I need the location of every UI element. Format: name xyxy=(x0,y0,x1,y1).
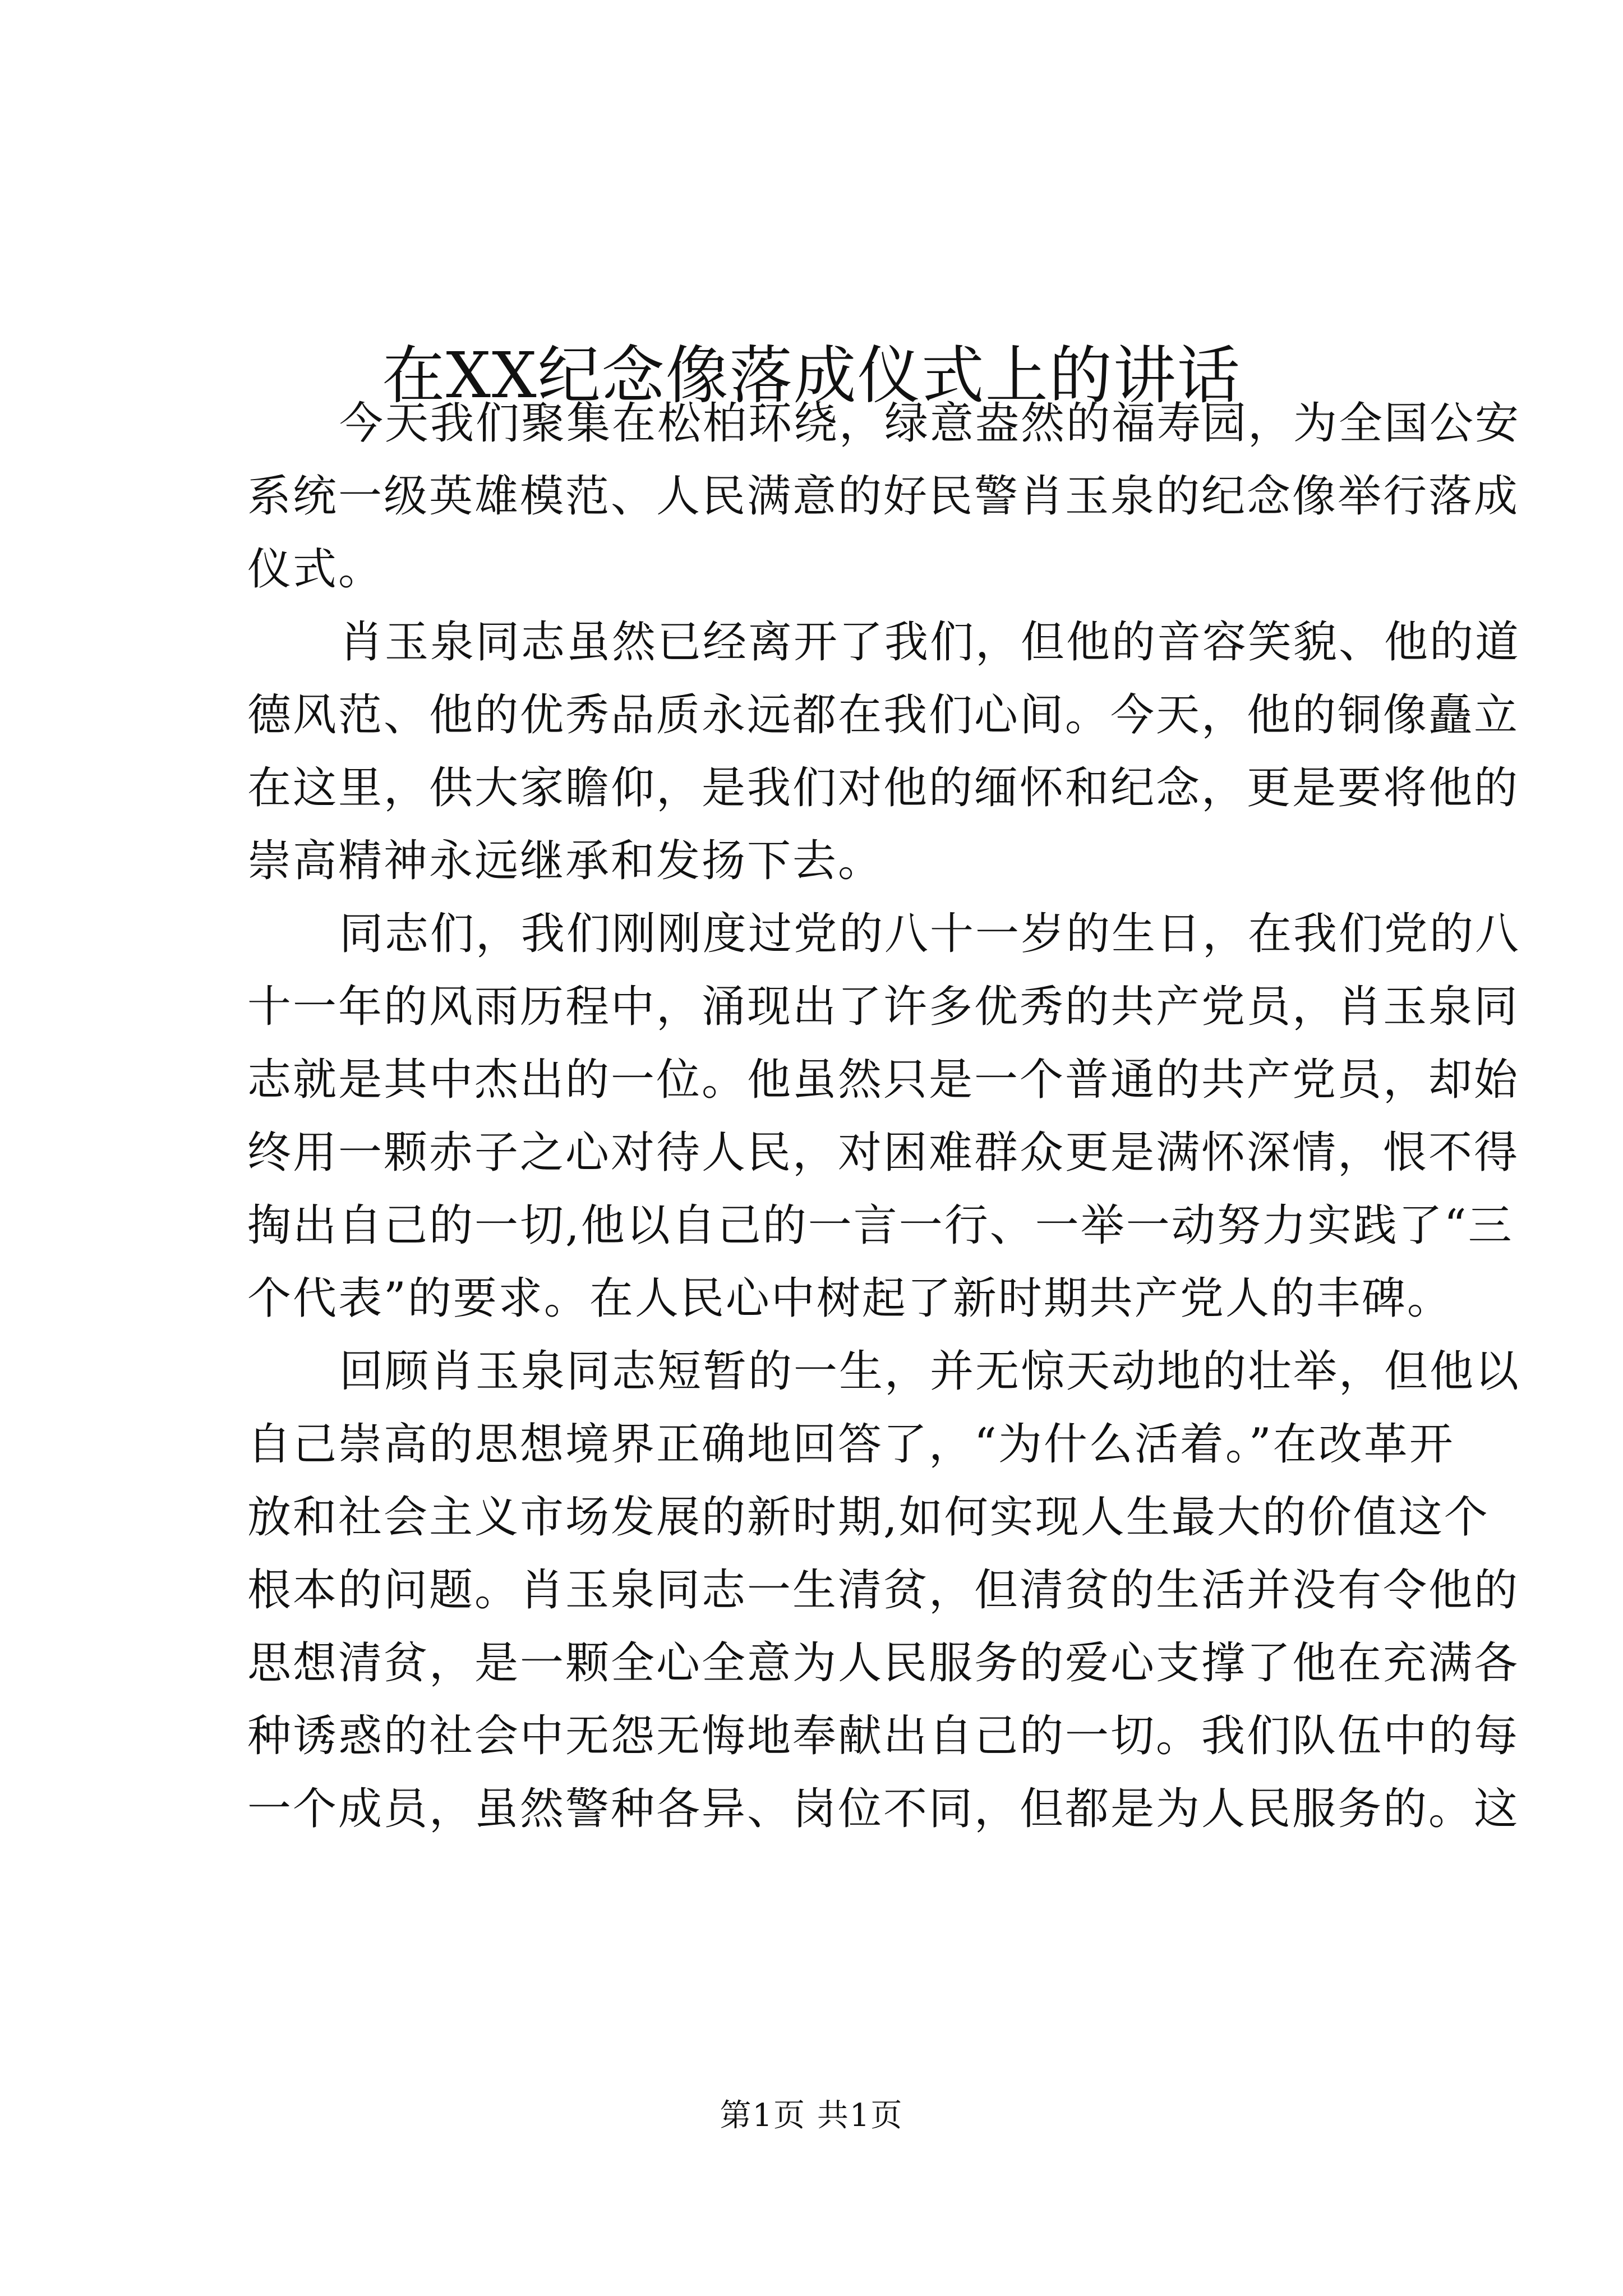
paragraph-2 xyxy=(247,606,1521,898)
text-line: 今天我们聚集在松柏环绕，绿意盎然的福寿园，为全国公安 xyxy=(339,398,1521,449)
text-line: 十一年的风雨历程中，涌现出了许多优秀的共产党员，肖玉泉同 xyxy=(247,982,1520,1032)
text-line: 崇高精神永远继承和发扬下去。 xyxy=(247,836,884,886)
text-line: 自己崇高的思想境界正确地回答了，“为什么活着。”在改革开 xyxy=(247,1419,1455,1470)
text-line: 放和社会主义市场发展的新时期,如何实现人生最大的价值这个 xyxy=(247,1492,1490,1543)
text-line: 个代表”的要求。在人民心中树起了新时期共产党人的丰碑。 xyxy=(247,1273,1453,1324)
text-line: 终用一颗赤子之心对待人民，对困难群众更是满怀深情，恨不得 xyxy=(247,1128,1520,1178)
paragraph-4 xyxy=(247,1335,1521,1846)
text-line: 回顾肖玉泉同志短暂的一生，并无惊天动地的壮举，但他以 xyxy=(339,1346,1521,1397)
text-line: 一个成员，虽然警种各异、岗位不同，但都是为人民服务的。这 xyxy=(247,1784,1520,1834)
text-line: 系统一级英雄模范、人民满意的好民警肖玉泉的纪念像举行落成 xyxy=(247,471,1520,522)
text-line: 种诱惑的社会中无怨无悔地奉献出自己的一切。我们队伍中的每 xyxy=(247,1711,1520,1761)
text-line: 思想清贫，是一颗全心全意为人民服务的爱心支撑了他在充满各 xyxy=(247,1638,1520,1688)
text-line: 根本的问题。肖玉泉同志一生清贫，但清贫的生活并没有令他的 xyxy=(247,1565,1520,1616)
paragraph-3 xyxy=(247,898,1521,1335)
text-line: 志就是其中杰出的一位。他虽然只是一个普通的共产党员，却始 xyxy=(247,1055,1520,1105)
text-line: 在这里，供大家瞻仰，是我们对他的缅怀和纪念，更是要将他的 xyxy=(247,763,1520,813)
page-footer: 第1页 共1页 xyxy=(720,2097,903,2134)
text-line: 掏出自己的一切,他以自己的一言一行、一举一动努力实践了“三 xyxy=(247,1200,1514,1251)
text-line: 同志们，我们刚刚度过党的八十一岁的生日，在我们党的八 xyxy=(339,909,1521,959)
text-line: 肖玉泉同志虽然已经离开了我们，但他的音容笑貌、他的道 xyxy=(339,617,1521,668)
paragraph-1 xyxy=(247,387,1521,606)
document-title: 在XX纪念像落成仪式上的讲话 xyxy=(382,339,1241,413)
text-line: 德风范、他的优秀品质永远都在我们心间。今天，他的铜像矗立 xyxy=(247,690,1520,740)
text-line: 仪式。 xyxy=(247,544,384,595)
document-body xyxy=(247,387,1521,1846)
